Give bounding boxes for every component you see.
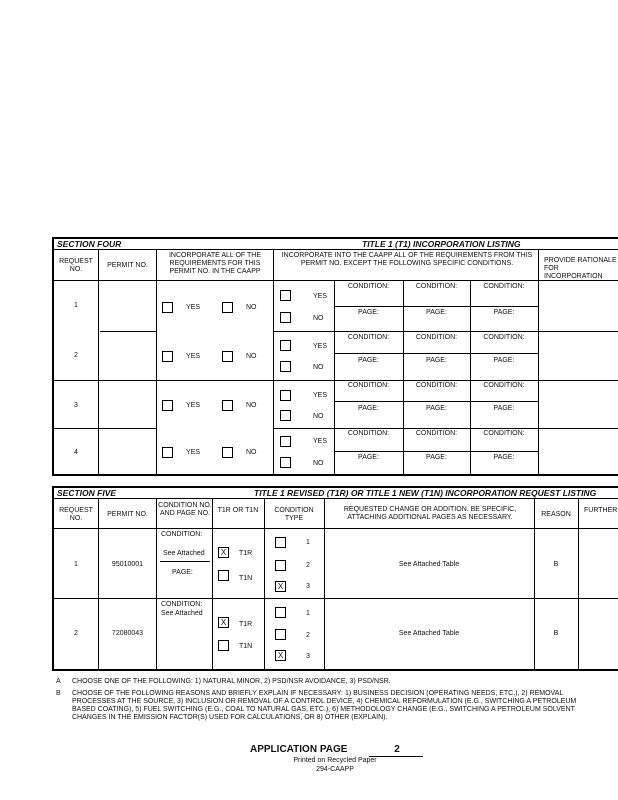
s5-row2-type1-checkbox[interactable] <box>275 607 286 618</box>
s5-header-requested-change: REQUESTED CHANGE OR ADDITION. BE SPECIFIC, ATTACHING ADDITIONAL PAGES AS NECESSARY. <box>343 506 517 521</box>
application-page-number: 2 <box>394 744 400 755</box>
s5-row1-requested-change: See Attached Table <box>398 561 460 568</box>
s4-row4-incorporate-no-checkbox[interactable] <box>222 447 233 458</box>
s5-header-permit-no: PERMIT NO. <box>107 511 148 518</box>
section-five-label: SECTION FIVE <box>57 488 117 498</box>
s4-row4-request-no: 4 <box>74 449 78 456</box>
s5-row1-type1-checkbox[interactable] <box>275 537 286 548</box>
note-a-text: CHOOSE ONE OF THE FOLLOWING: 1) NATURAL MINOR, 2) PSD/NSR AVOIDANCE, 3) PSD/NSR. <box>72 678 391 685</box>
note-b-letter: B <box>56 690 61 697</box>
s5-header-further: FURTHER <box>584 507 618 514</box>
s4-row3-except-no-checkbox[interactable] <box>280 410 291 421</box>
s4-row1-incorporate-no-checkbox[interactable] <box>222 302 233 313</box>
s5-header-reason: REASON <box>541 511 571 518</box>
s4-row3-request-no: 3 <box>74 402 78 409</box>
s5-header-t1r-t1n: T1R OR T1N <box>217 507 259 514</box>
s5-row1-type3-checkbox[interactable]: X <box>275 581 286 592</box>
note-b-line2: PROCESSES AT THE SOURCE, 3) INCLUSION OR REMOVAL OF A CONTROL DEVICE, 4) CHEMICAL REFORMULATION (E.G., SWITCHING A PETROLEUM <box>72 698 577 705</box>
s4-header-rationale: PROVIDE RATIONALE FOR INCORPORATION <box>544 257 617 280</box>
s5-row1-condition-value: See Attached <box>163 550 205 557</box>
section-four-label: SECTION FOUR <box>57 239 122 249</box>
s4-row1-no-label: NO <box>246 304 257 311</box>
note-a-letter: A <box>56 678 61 685</box>
s5-row2-t1n-checkbox[interactable] <box>218 640 229 651</box>
section-five-title: TITLE 1 REVISED (T1R) OR TITLE 1 NEW (T1N) INCORPORATION REQUEST LISTING <box>254 488 597 498</box>
s5-row2-type3-checkbox[interactable]: X <box>275 650 286 661</box>
s4-row2-incorporate-no-checkbox[interactable] <box>222 351 233 362</box>
s4-row4-except-yes-checkbox[interactable] <box>280 436 291 447</box>
s4-row3-except-yes-checkbox[interactable] <box>280 390 291 401</box>
s4-row1-except-no-checkbox[interactable] <box>280 312 291 323</box>
s4-row3-incorporate-no-checkbox[interactable] <box>222 400 233 411</box>
s4-row2-except-yes-checkbox[interactable] <box>280 340 291 351</box>
s5-header-condition-no: CONDITION NO. AND PAGE NO. <box>158 502 212 517</box>
s4-header-incorporate-all: INCORPORATE ALL OF THE REQUIREMENTS FOR THIS PERMIT NO. IN THE CAAPP <box>168 252 262 275</box>
recycled-paper-note: Printed on Recycled Paper <box>293 757 377 764</box>
s5-row1-t1n-checkbox[interactable] <box>218 570 229 581</box>
s5-row1-permit-no: 95010001 <box>111 561 144 568</box>
s5-header-condition-type: CONDITION TYPE <box>274 507 314 522</box>
s4-row1-request-no: 1 <box>74 302 78 309</box>
s4-header-permit-no: PERMIT NO. <box>107 262 148 269</box>
s4-header-incorporate-except: INCORPORATE INTO THE CAAPP ALL OF THE REQUIREMENTS FROM THIS PERMIT NO. EXCEPT THE FOLLOWING SPECIFIC CONDITIONS. <box>281 252 533 267</box>
s4-row2-incorporate-yes-checkbox[interactable] <box>162 351 173 362</box>
note-b-line4: CHANGES IN THE EMISSION FACTOR(S) USED FOR CALCULATIONS, OR 8) OTHER (EXPLAIN). <box>72 714 388 721</box>
s5-row2-type2-checkbox[interactable] <box>275 629 286 640</box>
s4-row2-request-no: 2 <box>74 352 78 359</box>
s5-row1-type2-checkbox[interactable] <box>275 560 286 571</box>
s5-header-request-no: REQUEST NO. <box>59 507 93 522</box>
application-page-label: APPLICATION PAGE <box>250 744 348 755</box>
s4-header-request-no: REQUEST NO. <box>59 258 93 273</box>
s4-row1-incorporate-yes-checkbox[interactable] <box>162 302 173 313</box>
s4-row1-except-yes-checkbox[interactable] <box>280 290 291 301</box>
s4-row1-yes-label: YES <box>186 304 201 311</box>
s5-row1-reason: B <box>553 561 559 568</box>
section-four-top-rule <box>52 237 618 239</box>
s4-row4-except-no-checkbox[interactable] <box>280 457 291 468</box>
note-b-line1: CHOOSE OF THE FOLLOWING REASONS AND BRIEFLY EXPLAIN IF NECESSARY: 1) BUSINESS DECISION (OPERATING NEEDS, ETC.), 2) REMOVAL <box>72 690 564 697</box>
s5-row2-reason: B <box>553 630 559 637</box>
s5-row2-condition-value: See Attached <box>161 610 203 617</box>
s5-row2-t1r-checkbox[interactable]: X <box>218 617 229 628</box>
form-id: 294-CAAPP <box>316 766 354 773</box>
s5-row1-request-no: 1 <box>74 561 78 568</box>
s5-row2-requested-change: See Attached Table <box>398 630 460 637</box>
note-b-line3: BASED COATING), 5) FUEL SWITCHING (E.G., COAL TO NATURAL GAS, ETC.), 6) METHODOLOGY CHANGE (E.G., SWITCHING A PETROLEUM SOLVENT <box>72 706 575 713</box>
section-four-title: TITLE 1 (T1) INCORPORATION LISTING <box>362 239 521 249</box>
s5-row2-request-no: 2 <box>74 630 78 637</box>
s5-row1-t1r-checkbox[interactable]: X <box>218 547 229 558</box>
s5-row2-permit-no: 72080043 <box>111 630 144 637</box>
s4-row4-incorporate-yes-checkbox[interactable] <box>162 447 173 458</box>
s4-row3-incorporate-yes-checkbox[interactable] <box>162 400 173 411</box>
s4-row2-except-no-checkbox[interactable] <box>280 361 291 372</box>
